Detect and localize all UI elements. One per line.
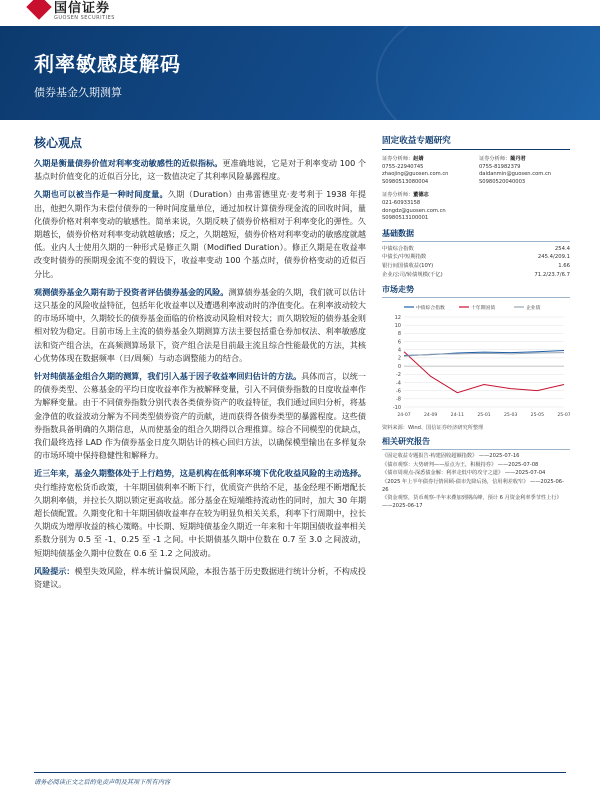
table-row: 中债长/中短期指数 245.4/209.1 [382,254,570,261]
risk-warning: 风险提示：模型失效风险，样本统计偏误风险，本报告基于历史数据进行统计分析，不构成投资建议。 [34,565,366,590]
sidebar-column [382,134,570,511]
series-line-3 [404,353,564,357]
title-banner [0,26,600,120]
legend-label: 中债综合指数 [416,306,445,312]
x-tick-label: 24-09 [423,413,438,419]
y-tick-label: 2 [397,355,401,362]
analyst-phone: 0755-81982379 [479,163,521,170]
report-subtitle: 债券基金久期测算 [34,86,122,99]
company-logo [30,0,115,22]
list-item[interactable]: 《资金观察，货币观察-半年末叠加到期高峰，预计 6 月资金利率季节性上行》 ——2025-06-17 [382,495,562,509]
analyst-card: 证券分析师：董德志 021-60933158 dongdz@guosen.com.cn S0980513100001 [382,192,473,222]
y-tick-label: 6 [397,339,401,346]
x-tick-label: 25-05 [530,413,545,419]
y-tick-label: 4 [397,347,401,354]
team-title: 固定收益专题研究 [382,134,570,150]
list-item[interactable]: 《固定收益专题报告-构建固收超额指数》 ——2025-07-16 [382,453,520,460]
y-tick-label: -8 [396,396,401,403]
footer-disclaimer: 请务必阅读正文之后的免责声明及其项下所有内容 [34,772,566,786]
paragraph-4: 针对纯债基金组合久期的测算，我们引入基于因子收益率回归估计的方法。具体而言，以统一的债券类型、公募基金的平均日度收益率作为被解释变量，引入不同债券指数的日度收益率作为解释变量。由于不同债券指数分别代表各类债券资产的收益特征，我们通过回归分析，将基金净值的收益波动分解为不同类型债券资产的贡献，进而获得各债券类型的暴露程度。这些债券指数具备明确的久期信息，从而使基金的组合久期得以合理推算。综合不同模型的优缺点，我们最终选择 LAD 作为债券基金日度久期估计的核心回归方法，以确保模型输出在多样复杂的市场环境中保持稳健性和解释力。 [34,371,366,461]
y-tick-label: 12 [394,314,401,321]
legend-label: 十年期国债 [471,306,495,312]
analyst-name: 赵婧 [413,156,424,162]
basic-data-table [382,245,570,279]
paragraph-5: 近三年来，基金久期整体处于上行趋势，这是机构在低利率环境下优化收益风险的主动选择。央行维持宽松货币政策，十年期国债利率不断下行，优质资产供给不足，基金经理不断增配长久期利率债，并拉长久期以锁定更高收益。部分基金在短端维持流动性的同时，加大 30 年期超长债配置。久期变化和十年期国债收益率存在较为明显负相关关系，利率下行周期中，拉长久期成为增厚收益的核心策略。中长期、短期纯债基金久期近一年来和十年期国债收益率相关系数分别为 0.5 至 -1、0.25 至 -1 之间。中长期债基久期中位数在 0.7 至 3.0 之间波动，短期纯债基金久期中位数在 0.6 至 1.2 之间波动。 [34,468,366,558]
legend-label: 企业债 [526,306,541,312]
y-tick-label: -10 [392,404,401,411]
paragraph-1: 久期是衡量债券价值对利率变动敏感性的近似指标。更准确地说，它是对于利率变动 100 个基点时价值变化的近似百分比，这一数值决定了其利率风险暴露程度。 [34,158,366,182]
related-reports-list [382,453,570,510]
logo-english-name: GUOSEN SECURITIES [54,14,115,21]
analyst-email[interactable]: zhaojing@guosen.com.cn [382,171,449,178]
list-item[interactable]: 《债市周观点-深悉债金解：利率走低中的攻守之道》 ——2025-07-04 [382,470,546,477]
paragraph-2: 久期也可以被当作是一种时间度量。久期（Duration）由弗雷德里克·麦考利于 1938 年提出，他把久期作为未偿付债券的一种时间度量单位，通过加权计算债券现金流的回收时间，量化债券价格对利率变动的敏感性。简单来说，久期反映了债券价格相对于利率变化的弹性。久期越长，债券价格对利率变动就越敏感；反之，久期越短，债券价格对利率变动的敏感度就越低。业内人士使用久期的一种形式是修正久期（Modified Duration）。修正久期是在收益率改变时债券的预期现金流不变的假设下，收益率变动 100 个基点时，债券价格变动的近似百分比。 [34,189,366,279]
analyst-email[interactable]: dongdz@guosen.com.cn [382,207,446,214]
analyst-list [382,156,570,223]
analyst-license: S0980513100001 [382,215,429,222]
x-tick-label: 25-03 [503,413,518,419]
x-tick-label: 25-01 [477,413,491,419]
analyst-license: S0980520040003 [479,178,526,185]
x-tick-label: 24-07 [397,413,411,419]
analyst-phone: 0755-22940745 [382,163,424,170]
y-tick-label: 10 [394,323,401,330]
analyst-email[interactable]: daidanmin@guosen.com.cn [479,171,552,178]
chart-source: 资料来源：Wind、国信证券经济研究所整理 [382,425,484,432]
table-row: 银行间国债收益(10Y) 1.66 [382,262,570,269]
related-reports-title: 相关研究报告 [382,436,570,450]
section-title: 核心观点 [34,136,83,150]
y-tick-label: -6 [396,388,401,395]
analyst-name: 蔺丹君 [510,156,526,162]
analyst-card: 证券分析师：蔺丹君 0755-81982379 daidanmin@guosen.com.cn S0980520040003 [479,156,570,186]
table-row: 中债综合指数 254.4 [382,245,570,252]
x-tick-label: 25-07 [557,413,570,419]
logo-chinese-name: 国信证券 [54,0,111,16]
list-item[interactable]: 《2025 年上半年债券行情回顾-债市先降后扬，信用利差收窄》 ——2025-06-26 [382,478,564,493]
market-trend-title: 市场走势 [382,284,570,298]
x-tick-label: 24-11 [450,413,465,419]
logo-diamond-icon [26,0,51,20]
y-tick-label: 8 [397,331,401,338]
chart-svg [382,301,570,419]
analyst-phone: 021-60933158 [382,199,421,206]
analyst-card: 证券分析师：赵婧 0755-22940745 zhaojing@guosen.com.cn S0980513080004 [382,156,473,186]
analyst-name: 董德志 [413,192,429,199]
list-item[interactable]: 《债市观察：大势研判——原点为王，积极持券》 ——2025-07-08 [382,461,539,468]
basic-data-title: 基础数据 [382,228,570,242]
analyst-license: S0980513080004 [382,178,429,185]
core-views-column [34,134,366,596]
report-title: 利率敏感度解码 [34,52,181,76]
y-tick-label: -4 [396,380,401,387]
y-tick-label: 0 [397,364,401,371]
paragraph-3: 观测债券基金久期有助于投资者评估债券基金的风险。测算债券基金的久期，我们就可以估计这只基金的风险收益特征，包括年化收益率以及遭遇利率波动时的净值变化。在利率波动较大的市场环境中，久期较长的债券基金面临的价格波动风险相对较大；而久期较短的债券基金则相对较为稳定。目前市场上主流的债券基金久期测算方法主要包括重仓券加权法、利率敏感度法和资产组合法，在高频测算场景下，资产组合法是目前最主流且综合性能最优的方法，其核心优势体现在数据频率（日/周频）与动态调整能力的结合。 [34,286,366,363]
market-trend-chart [382,301,570,423]
table-row: 企业/公司/转债规模(千亿) 71.2/23.7/6.7 [382,271,570,278]
y-tick-label: -2 [396,372,401,379]
